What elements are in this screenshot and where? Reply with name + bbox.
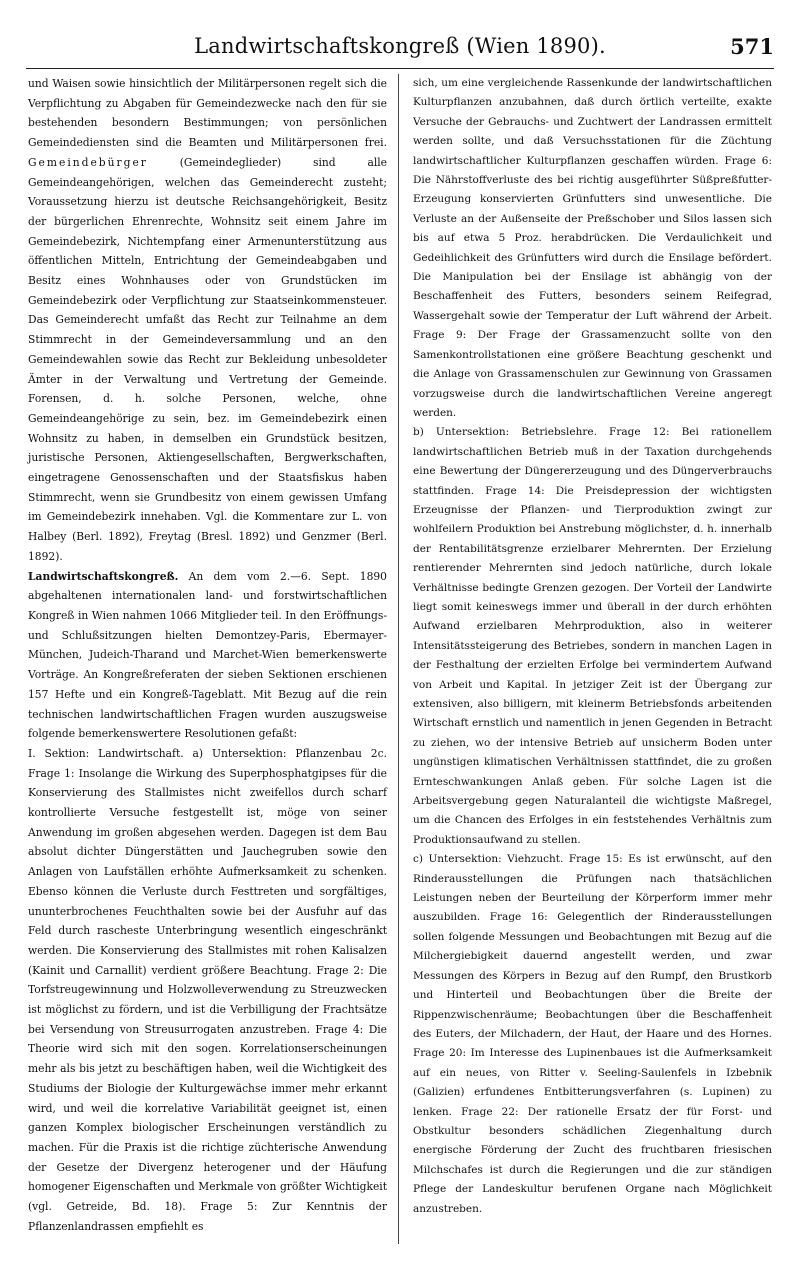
paragraph	[28, 567, 387, 744]
paragraph-text: (Gemeindeglieder) sind alle Gemeindeangehörigen, welchen das Gemeinderecht zusteht; Voraussetzung hierzu ist deutsche Reichsangehörigkeit, Besitz der bürgerlichen Ehrenrechte, Wohnsitz seit einem Jahre im Gemeindebezirk, Nichtempfang einer Armenunterstützung aus öffentlichen Mitteln, Entrichtung der Gemeindeabgaben und Besitz eines Wohnhauses oder von Grundstücken im Gemeindebezirk oder Verpflichtung zur Staatseinkommensteuer. Das Gemeinderecht umfaßt das Recht zur Teilnahme an dem Stimmrecht in der Gemeindeversammlung und an den Gemeindewahlen sowie das Recht zur Bekleidung unbesoldeter Ämter in der Verwaltung und Vertretung der Gemeinde. Forensen, d. h. solche Personen, welche, ohne Gemeindeangehörige zu sein, bez. im Gemeindebezirk einen Wohnsitz zu haben, in demselben ein Grundstück besitzen, juristische Personen, Aktiengesellschaften, Bergwerkschaften, eingetragene Genossenschaften und der Staatsfiskus haben Stimmrecht, wenn sie Grundbesitz von einem gewissen Umfang im Gemeindebezirk innehaben. Vgl. die Kommentare zur L. von Halbey (Berl. 1892), Freytag (Bresl. 1892) und Genzmer (Berl. 1892).	[28, 155, 387, 563]
paragraph	[413, 850, 772, 1219]
paragraph-text: und Waisen sowie hinsichtlich der Militärpersonen regelt sich die Verpflichtung zu Abgaben für Gemeindezwecke nach den für sie bestehenden besondern Bestimmungen; von persönlichen Gemeindediensten sind die Beamten und Militärpersonen frei.	[28, 77, 387, 150]
paragraph-text: sich, um eine vergleichende Rassenkunde der landwirtschaftlichen Kulturpflanzen anzubahnen, daß durch örtlich verteilte, exakte Versuche der Gebrauchs- und Zuchtwert der Landrassen ermittelt werden sollte, und daß Versuchsstationen für die Züchtung landwirtschaftlicher Kulturpflanzen geschaffen würden. Frage 6: Die Nährstoffverluste des bei richtig ausgeführter Süßpreßfutter-Erzeugung konservierten Grünfutters sind unwesentliche. Die Verluste an der Außenseite der Preßschober und Silos lassen sich bis auf etwa 5 Proz. herabdrücken. Die Verdaulichkeit und Gedeihlichkeit des Grünfutters wird durch die Ensilage befördert. Die Manipulation bei der Ensilage ist abhängig von der Beschaffenheit des Futters, besonders seinem Reifegrad, Wassergehalt sowie der Temperatur der Luft während der Arbeit. Frage 9: Der Frage der Grassamenzucht sollte von den Samenkontrollstationen eine größere Beachtung geschenkt und die Anlage von Grassamenschulen zur Gewinnung von Grassamen vorzugsweise durch die landwirtschaftlichen Vereine angeregt werden.	[413, 77, 772, 419]
paragraph-text: b) Untersektion: Betriebslehre. Frage 12: Bei rationellem landwirtschaftlichen Betrieb muß in der Taxation durchgehends eine Bewertung der Düngererzeugung und des Düngerverbrauchs stattfinden. Frage 14: Die Preisdepression der wichtigsten Erzeugnisse der Pflanzen- und Tierproduktion zwingt zur wohlfeilern Produktion bei Anstrebung möglichster, d. h. innerhalb der Rentabilitätsgrenze erzielbarer Mehrernten. Der Erzielung rentierender Mehrernten sind jedoch natürliche, durch lokale Verhältnisse bedingte Grenzen gezogen. Der Vorteil der Landwirte liegt somit keineswegs immer und überall in der durch erhöhten Aufwand erzielbaren Mehrproduktion, also in weiterer Intensitätssteigerung des Betriebes, sondern in manchen Lagen in der Festhaltung der erzielten Erfolge bei vermindertem Aufwand von Arbeit und Kapital. In jetziger Zeit ist der Übergang zur extensiven, also billigern, mit kleinerm Betriebsfonds arbeitenden Wirtschaft ernstlich und namentlich in jenen Gegenden in Betracht zu ziehen, wo der intensive Betrieb auf unsicherm Boden unter ungünstigen klimatischen Verhältnissen stattfindet, die zu großen Ernteschwankungen Anlaß geben. Für solche Lagen ist die Arbeitsvergebung gegen Naturalanteil die wichtigste Maßregel, um die Chancen des Erfolges in ein feststehendes Verhältnis zum Produktionsaufwand zu stellen.	[413, 426, 772, 846]
paragraph-text: An dem vom 2.—6. Sept. 1890 abgehaltenen internationalen land- und forstwirtschaftlichen Kongreß in Wien nahmen 1066 Mitglieder teil. In den Eröffnungs- und Schlußsitzungen hielten Demontzey-Paris, Ebermayer-München, Judeich-Tharand und Marchet-Wien bemerkenswerte Vorträge. An Kongreßreferaten der sieben Sektionen erschienen 157 Hefte und ein Kongreß-Tageblatt. Mit Bezug auf die rein technischen landwirtschaftlichen Fragen wurden auszugsweise folgende bemerkenswertere Resolutionen gefaßt:	[28, 569, 387, 741]
paragraph	[413, 423, 772, 850]
paragraph	[413, 74, 772, 423]
entry-headword: Landwirtschaftskongreß.	[28, 569, 179, 583]
paragraph	[28, 744, 387, 1237]
header-rule	[26, 68, 774, 69]
paragraph-text: c) Untersektion: Viehzucht. Frage 15: Es ist erwünscht, auf den Rinderausstellungen die Prüfungen nach thatsächlichen Leistungen neben der Beurteilung der Körperform immer mehr auszubilden. Frage 16: Gelegentlich der Rinderausstellungen sollen folgende Messungen und Beobachtungen mit Bezug auf die Milchergiebigkeit dauernd angestellt werden, und zwar Messungen des Körpers in Bezug auf den Rumpf, den Brustkorb und Hinterteil und Beobachtungen über die Breite der Rippenzwischenräume; Beobachtungen über die Beschaffenheit des Euters, der Milchadern, der Haut, der Haare und des Hornes. Frage 20: Im Interesse des Lupinenbaues ist die Aufmerksamkeit auf ein neues, von Ritter v. Seeling-Saulenfels in Izbebnik (Galizien) erfundenes Entbitterungsverfahren (s. Lupinen) zu lenken. Frage 22: Der rationelle Ersatz der für Forst- und Obstkultur besonders schädlichen Ziegenhaltung durch energische Förderung der Zucht des fruchtbaren friesischen Milchschafes ist durch die Regierungen und die zur ständigen Pflege der Landeskultur berufenen Organe nach Möglichkeit anzustreben.	[413, 853, 772, 1215]
paragraph	[28, 74, 387, 567]
paragraph-text: I. Sektion: Landwirtschaft. a) Untersektion: Pflanzenbau 2c. Frage 1: Insolange die Wirkung des Superphosphatgipses für die Konservierung des Stallmistes nicht zweifellos durch scharf kontrollierte Versuche festgestellt ist, möge von seiner Anwendung im großen abgesehen werden. Dagegen ist dem Bau absolut dichter Düngerstätten und Jauchegruben sowie den Anlagen von Laufställen erhöhte Aufmerksamkeit zu schenken. Ebenso können die Verluste durch Festtreten und sorgfältiges, ununterbrochenes Feuchthalten sowie bei der Ausfuhr auf das Feld durch rascheste Unterbringung wesentlich eingeschränkt werden. Die Konservierung des Stallmistes mit rohen Kalisalzen (Kainit und Carnallit) verdient größere Beachtung. Frage 2: Die Torfstreugewinnung und Holzwolleverwendung zu Streuzwecken ist möglichst zu fördern, und ist die Verbilligung der Frachtsätze bei Versendung von Streusurrogaten anzustreben. Frage 4: Die Theorie wird sich mit den sogen. Korrelationserscheinungen mehr als bis jetzt zu beschäftigen haben, weil die Wichtigkeit des Studiums der Biologie der Kulturgewächse immer mehr erkannt wird, und weil die korrelative Variabilität geeignet ist, einen ganzen Komplex biologischer Erscheinungen verständlich zu machen. Für die Praxis ist die richtige züchterische Anwendung der Gesetze der Divergenz heterogener und der Häufung homogener Eigenschaften und Merkmale von größter Wichtigkeit (vgl. Getreide, Bd. 18). Frage 5: Zur Kenntnis der Pflanzenlandrassen empfiehlt es	[28, 746, 387, 1233]
page-number: 571	[730, 34, 774, 59]
right-column	[413, 74, 772, 1219]
running-title: Landwirtschaftskongreß (Wien 1890).	[194, 34, 606, 58]
column-divider	[398, 74, 399, 1244]
spaced-term: Gemeindebürger	[28, 155, 148, 169]
left-column	[28, 74, 387, 1236]
